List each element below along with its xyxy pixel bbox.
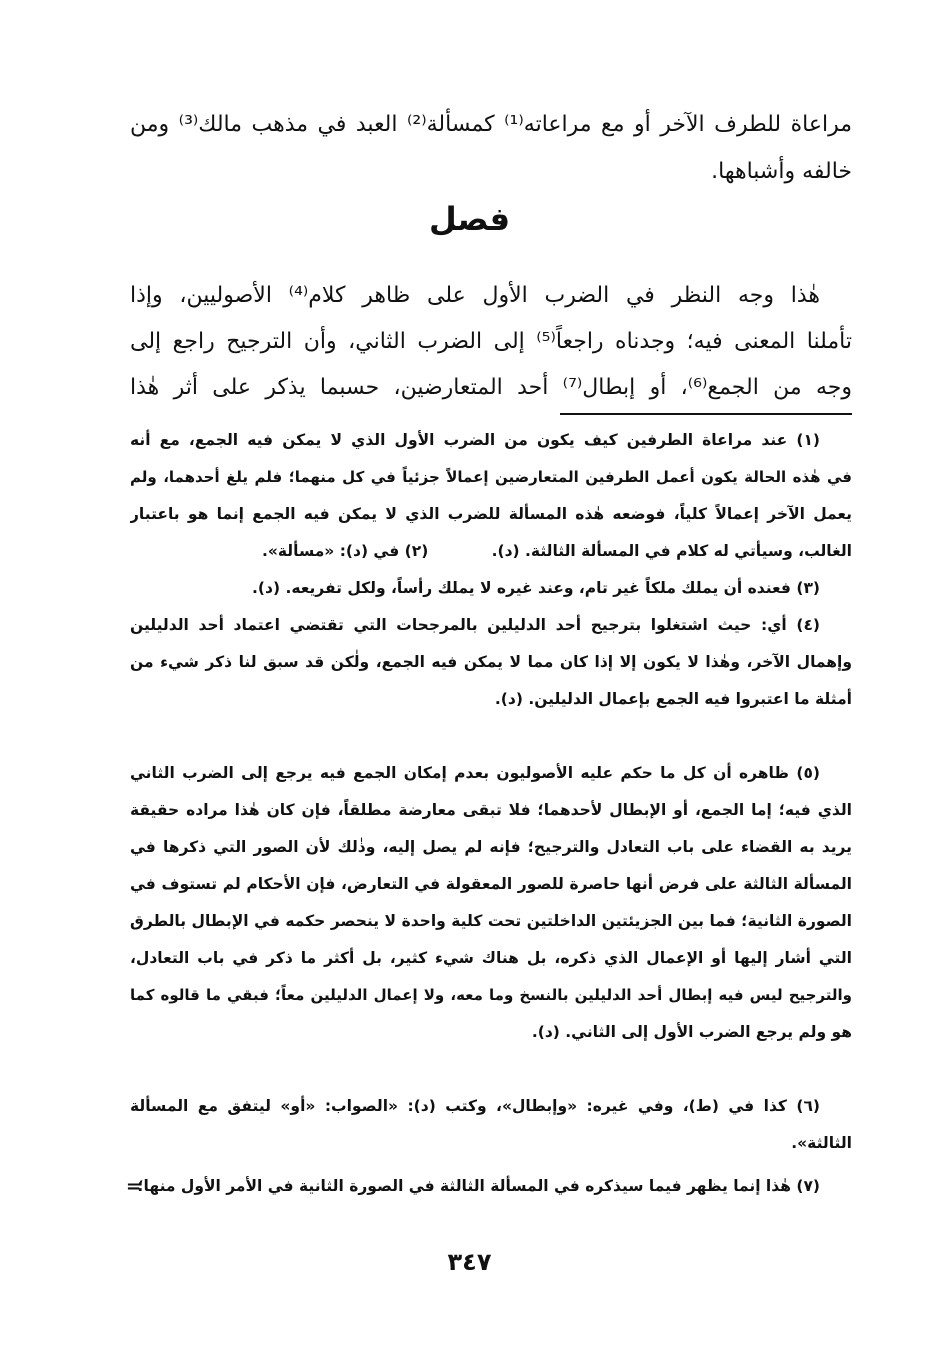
footnote-line: (١) عند مراعاة الطرفين كيف يكون من الضرب الأول الذي لا يمكن فيه الجمع، مع أنه bbox=[130, 431, 820, 449]
footnote-line: الذي فيه؛ إما الجمع، أو الإبطال لأحدهما؛ فلا تبقى معارضة مطلقاً، فإن كان هٰذا مراده حقيقة bbox=[130, 801, 852, 819]
main-text-line: هٰذا وجه النظر في الضرب الأول على ظاهر كلام⁽⁴⁾ الأصوليين، وإذا bbox=[130, 283, 820, 308]
footnote-line: (٤) أي: حيث اشتغلوا بترجيح أحد الدليلين بالمرجحات التي تقتضي اعتماد أحد الدليلين bbox=[130, 616, 820, 634]
footnote-line: والترجيح ليس فيه إبطال أحد الدليلين بالنسخ وما معه، ولا إعمال الدليلين معاً؛ فبقي ما قالوه كما bbox=[130, 986, 852, 1004]
section-heading: فصل bbox=[428, 200, 511, 238]
footnote-2: (٢) في (د): «مسألة». bbox=[262, 542, 429, 560]
footnote-shared-line bbox=[130, 535, 852, 567]
footnote-line: الصورة الثانية؛ فما بين الجزيئتين الداخلتين تحت كلية واحدة لا ينحصر حكمه في الإبطال بالطرق bbox=[130, 912, 852, 930]
footnote-1-last-line: الغالب، وسيأتي له كلام في المسألة الثالثة. (د). bbox=[491, 542, 852, 560]
footnote-3: (٣) فعنده أن يملك ملكاً غير تام، وعند غيره لا يملك رأساً، ولكل تفريعه. (د). bbox=[252, 579, 820, 597]
continuation-mark: = bbox=[126, 1176, 142, 1197]
main-text-line: خالفه وأشباهها. bbox=[711, 159, 852, 184]
footnote-line: المسألة الثالثة على فرض أنها حاصرة للصور المعقولة في التعارض، فإن الأحكام لم تستوف في bbox=[130, 875, 852, 893]
main-text-line: تأملنا المعنى فيه؛ وجدناه راجعاً⁽⁵⁾ إلى الضرب الثاني، وأن الترجيح راجع إلى bbox=[130, 329, 852, 354]
footnote-line: التي أشار إليها أو الإعمال الذي ذكره، بل هناك شيء كثير، بل أكثر ما ذكر في باب التعادل، bbox=[130, 949, 852, 967]
footnote-line: يعمل الآخر إعمالاً كلياً، فوضعه هٰذه المسألة للضرب الذي لا يمكن فيه الجمع إنما هو باعتبار bbox=[130, 505, 852, 523]
footnote-line: الثالثة». bbox=[791, 1134, 852, 1152]
footnote-line: وإهمال الآخر، وهٰذا لا يكون إلا إذا كان مما لا يمكن فيه الجمع، ولٰكن قد سبق لنا ذكر شيء من bbox=[130, 653, 852, 671]
main-text-line: وجه من الجمع⁽⁶⁾، أو إبطال⁽⁷⁾ أحد المتعارضين، حسبما يذكر على أثر هٰذا bbox=[130, 375, 852, 400]
footnote-line: (٦) كذا في (ط)، وفي غيره: «وإبطال»، وكتب (د): «الصواب: «أو» ليتفق مع المسألة bbox=[130, 1097, 820, 1115]
main-text-line: مراعاة للطرف الآخر أو مع مراعاته⁽¹⁾ كمسألة⁽²⁾ العبد في مذهب مالك⁽³⁾ ومن bbox=[130, 112, 852, 137]
footnote-separator bbox=[560, 413, 852, 415]
footnote-line: هو ولم يرجع الضرب الأول إلى الثاني. (د). bbox=[531, 1023, 852, 1041]
footnote-7: (٧) هٰذا إنما يظهر فيما سيذكره في المسألة الثالثة في الصورة الثانية في الأمر الأول منها؛ bbox=[137, 1177, 820, 1195]
footnote-line: يريد به القضاء على باب التعادل والترجيح؛ فإنه لم يصل إليه، وذٰلك لأن الصور التي ذكرها في bbox=[130, 838, 852, 856]
footnote-line: أمثلة ما اعتبروا فيه الجمع بإعمال الدليلين. (د). bbox=[494, 690, 852, 708]
footnote-line: في هٰذه الحالة يكون أعمل الطرفين المتعارضين إعمالاً جزئياً في كل منهما؛ فلم يلغ أحدهما، ولم bbox=[130, 468, 852, 486]
footnote-line: (٥) ظاهره أن كل ما حكم عليه الأصوليون بعدم إمكان الجمع فيه يرجع إلى الضرب الثاني bbox=[130, 764, 820, 782]
page-number: ٣٤٧ bbox=[447, 1248, 492, 1276]
